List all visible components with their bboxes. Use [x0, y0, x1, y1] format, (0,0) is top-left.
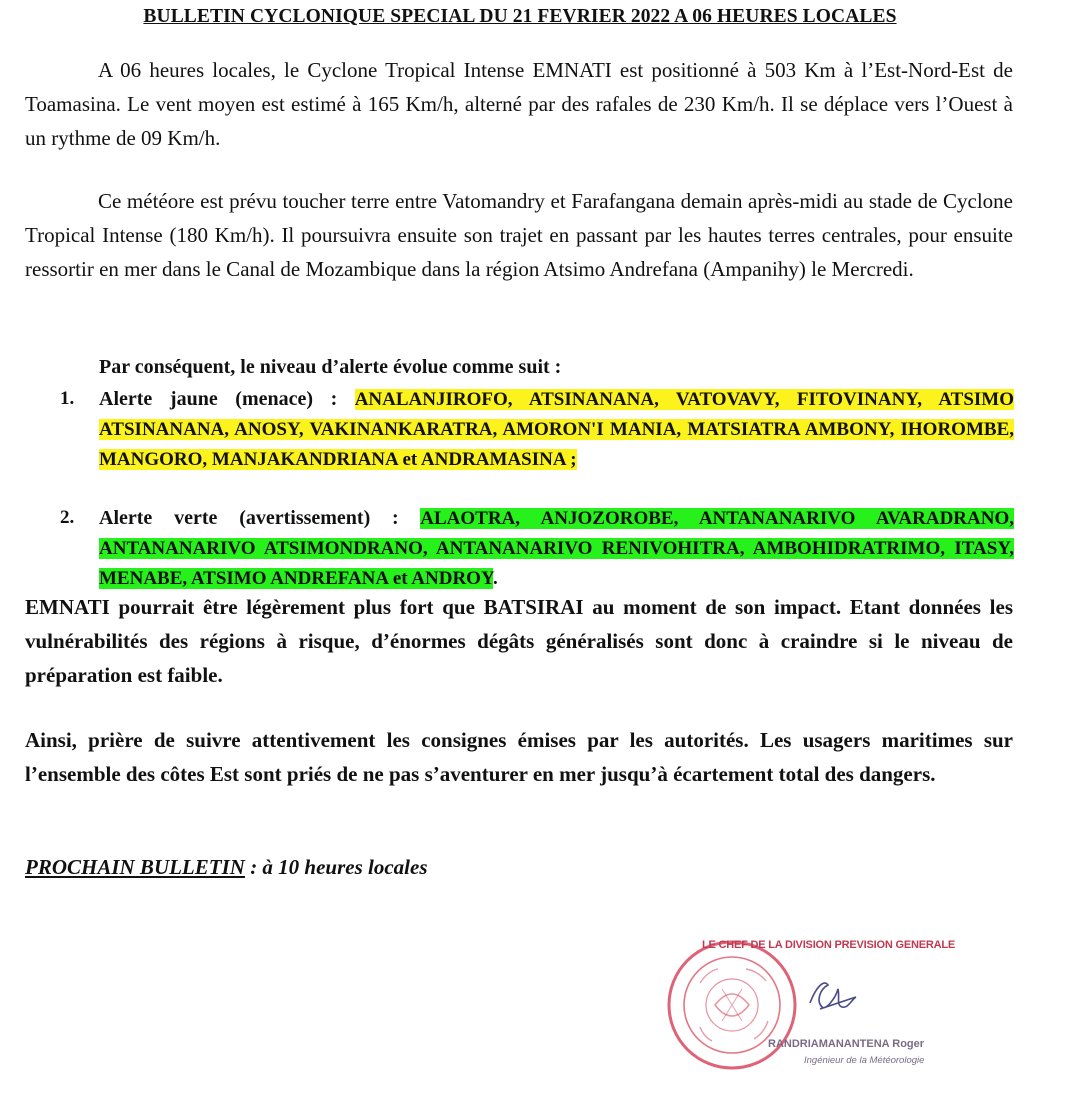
alert-heading: Par conséquent, le niveau d’alerte évolue comme suit : [99, 356, 562, 378]
alert-item-yellow [60, 384, 1014, 475]
next-bulletin-label: PROCHAIN BULLETIN [25, 855, 245, 879]
alert-item-green [60, 503, 1014, 594]
alert-number: 2. [60, 507, 75, 528]
alert-suffix: . [492, 568, 498, 589]
yellow-alert-regions: ANALANJIROFO, ATSINANANA, VATOVAVY, FITOVINANY, ATSIMO ATSINANANA, ANOSY, VAKINANKARATRA, AMORON'I MANIA, MATSIATRA AMBONY, IHOROMBE, MANGORO, MANJAKANDRIANA et ANDRAMASINA ; [99, 389, 1015, 470]
paragraph-instructions: Ainsi, prière de suivre attentivement les consignes émises par les autorités. Les usagers maritimes sur l’ensemble des côtes Est sont priés de ne pas s’aventurer en mer jusqu’à écartement total des dangers. [25, 728, 1013, 786]
signatory-name: RANDRIAMANANTENA Roger [768, 1038, 925, 1050]
paragraph-position: A 06 heures locales, le Cyclone Tropical Intense EMNATI est positionné à 503 Km à l’Est-Nord-Est de Toamasina. Le vent moyen est estimé à 165 Km/h, alterné par des rafales de 230 Km/h. Il se déplace vers l’Ouest à un rythme de 09 Km/h. [25, 58, 1013, 150]
next-bulletin [25, 855, 428, 880]
signatory-role: Ingénieur de la Météorologie [804, 1055, 925, 1066]
green-alert-regions: ALAOTRA, ANJOZOROBE, ANTANANARIVO AVARADRANO, ANTANANARIVO ATSIMONDRANO, ANTANANARIVO RENIVOHITRA, AMBOHIDRATRIMO, ITASY, MENABE, ATSIMO ANDREFANA et ANDROY [99, 508, 1014, 589]
paragraph-impact-warning: EMNATI pourrait être légèrement plus fort que BATSIRAI au moment de son impact. Etant données les vulnérabilités des régions à risque, d’énormes dégâts généralisés sont donc à craindre si le niveau de préparation est faible. [25, 595, 1013, 687]
signature-block [660, 925, 960, 1085]
alert-label: Alerte verte (avertissement) : [99, 507, 399, 529]
next-bulletin-time: : à 10 heures locales [244, 855, 428, 879]
paragraph-forecast-track: Ce météore est prévu toucher terre entre Vatomandry et Farafangana demain après-midi au stade de Cyclone Tropical Intense (180 Km/h). Il poursuivra ensuite son trajet en passant par les hautes terres centrales, pour ensuite ressortir en mer dans le Canal de Mozambique dans la région Atsimo Andrefana (Ampanihy) le Mercredi. [25, 189, 1013, 281]
bulletin-title: BULLETIN CYCLONIQUE SPECIAL DU 21 FEVRIER 2022 A 06 HEURES LOCALES [143, 6, 897, 27]
stamp-header-text: LE CHEF DE LA DIVISION PREVISION GENERALE [702, 939, 955, 951]
alert-label: Alerte jaune (menace) : [99, 388, 338, 410]
alert-number: 1. [60, 388, 75, 409]
